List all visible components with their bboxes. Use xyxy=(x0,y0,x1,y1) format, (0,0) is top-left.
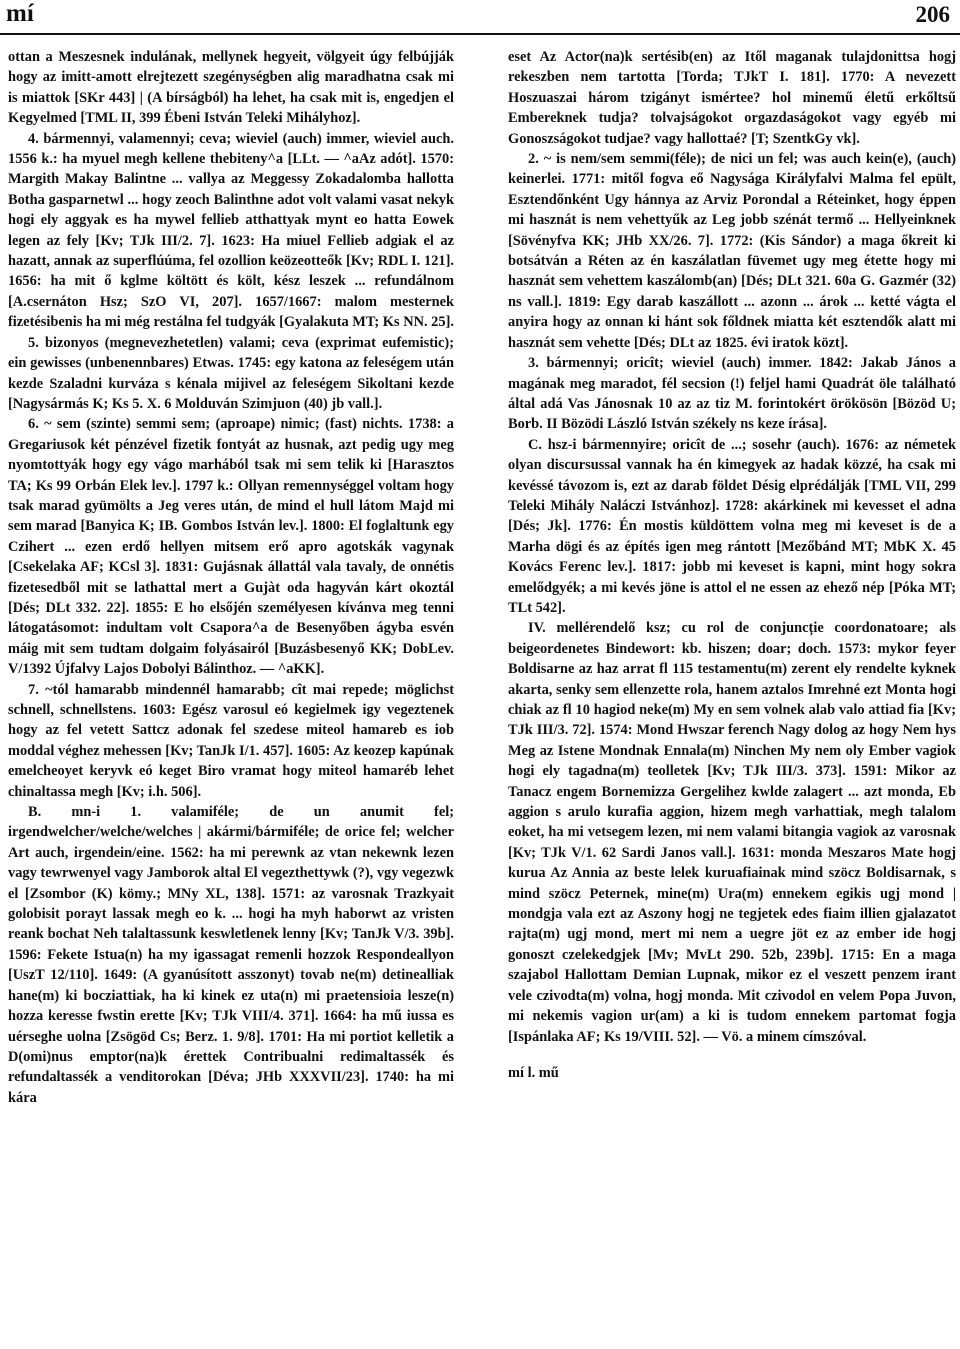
sense-6: 6. ~ sem (szinte) semmi sem; (aproape) nimic; (fast) nichts. 1738: a Gregariusok két pénzével fizetik fontyát az husnak, azt pedig ugy meg nyomtottyák hogy egy vágo marhából tsak mi sem telik ki [Harasztos TA; Ks 99 Orbán Elek lev.]. 1797 k.: Ollyan remennységgel voltam hogy tsak marad gyümölts a Jeg veres után, de mind el hull látom Majd mi sem marad [Banyica K; IB. Gombos István lev.]. 1800: El foglaltunk egy Czihert ... ezen erdő hellyen mitsem erő apro agotskák vagynak [Csekelaka AF; KCsl 3]. 1831: Gujásnak állattál vala tavaly, de onnétis fizetesedből mit se lathattal mert a Gujàt oda hagyván kárt okoztál [Dés; DLt 332. 22]. 1855: E ho elsőjén személyesen kívánva meg tenni látogatásomot: indultam volt Csapora^a de Besenyőben ágyba esvén máig mit sem tudtam dolgaim folyásairól [Buzásbesenyő KK; DobLev. V/1392 Újfalvy Lajos Dobolyi Bálinthoz. — ^aKK]. xyxy=(8,416,454,678)
left-column xyxy=(8,47,454,1108)
sense-7: 7. ~tól hamarabb mindennél hamarabb; cît mai repede; möglichst schnell, schnellstens. 1603: Egész varosul eó kegielmek igy vegeztenek hogy az fel vetett Sattcz adonak fel szedese miteol hamareb es iob moddal véghez mehessen [Kv; TanJk I/1. 457]. 1605: Az keozep kapúnak emelcheoyet keryvk eó keget Biro vramat hogy miteol hamaréb lehet chinaltassa megh [Kv; i.h. 506]. xyxy=(8,681,454,800)
sense-5: 5. bizonyos (megnevezhetetlen) valami; ceva (exprimat eufemistic); ein gewisses (unbenennbares) Etwas. 1745: egy katona az feleségem után kezde Szaladni kurváza s kénala mijivel az feleségem Sikoltani kezde [Nagysármás K; Ks 5. X. 6 Molduván Szimjuon (40) jb vall.]. xyxy=(8,334,454,412)
paragraph: ottan a Meszesnek indulának, mellynek hegyeit, völgyeit úgy felbújják hogy az imitt-amott elrejtezett szegénységben alig maradhatna csak mi is miattok [SKr 443] | (A bírságból) ha lehet, ha csak mit is, engedjen el Kegyelmed [TML II, 399 Ébeni István Teleki Mihályhoz]. xyxy=(8,49,454,127)
running-headword: mí xyxy=(6,0,34,27)
sense-3: 3. bármennyi; oricît; wieviel (auch) immer. 1842: Jakab János a magának meg maradot, fél secsion (!) feljel hami Quadrát öle található által adá Vas Jánosnak 10 az az tiz M. forintokért örökösön [Bözöd U; Borb. II Bözödi László István székely ns keze írása]. xyxy=(508,355,956,433)
sense-c: C. hsz-i bármennyire; oricît de ...; sosehr (auch). 1676: az németek olyan discursussal vannak ha én kimegyek az hadak közzé, ha csak mi kevéssé távozom is, ezt az darab földet Désig elprédálják [TML VII, 299 Teleki Mihály Naláczi Istvánhoz]. 1728: akárkinek mi kevesset el adna [Dés; Jk]. 1776: Én mostis küldöttem volna meg mi keveset is de a Marha dögi és az építés igen meg rántott [Mezőbánd MT; MbK X. 45 Kovács Ferenc lev.]. 1817: jobb mi keveset is kapni, mint hogy sokra emelődgyék; a mi kevés jöne is attol el ne essen az ehező nép [Póka MT; TLt 542]. xyxy=(508,436,956,616)
paragraph: eset Az Actor(na)k sertésib(en) az Itől maganak tulajdonittsa hogj rekeszben nem tartotta [Torda; TJkT I. 181]. 1770: A nevezett Hoszuaszai három tzigányt ismértee? hol minemű életű erkőltsű Embereknek tudja? tolvajságokot orgazdaságokot vagy egyéb mi Gonoszságokot tudjae? vagy hallottaé? [T; SzentkGy vk]. xyxy=(508,49,956,147)
page-number: 206 xyxy=(915,2,950,27)
cross-reference: mí l. mű xyxy=(508,1064,559,1081)
sense-2: 2. ~ is nem/sem semmi(féle); de nici un fel; was auch kein(e), (auch) keinerlei. 1771: mitől fogva eő Nagysága Királyfalvi Malma fel epült, Esztendőnként Ugy hánnya az Arviz Porondal a Réteinket, hogy éppen mi hasznát is nem vehettyűk az Leg jobb szénát termő ... Hellyeinknek [Sövényfva KK; JHb XX/26. 7]. 1772: (Kis Sándor) a maga őkreit ki botsátván a Réten az én kaszálatlan füvemet ugy meg étette hogy mi hasznát sem vehettem kaszálomb(an) [Dés; DLt 321. 60a G. Gazmér (32) ns vall.]. 1819: Egy darab kaszállott ... azonn ... árok ... ketté vágta el anyira hogy az onnan ki hánt sok főldnek miatta két esztendők alatt mi hasznát sem vehette [Dés; DLt az 1825. évi iratok közt]. xyxy=(508,151,956,351)
sense-b1: B. mn-i 1. valamiféle; de un anumit fel; irgendwelcher/welche/welches | akármi/bármiféle; de orice fel; welcher Art auch, irgendein/eine. 1562: ha mi perewnk az vtan nekewnk lezen vagy tewrwenyel vagy Jamborok altal El vegezthettywk (?), vgy vegezwk el [Zsombor (K) kömy.; MNy XL, 138]. 1571: az varosnak Trazkyait golobisit porayt lassak megh eo k. ... hogi ha myh haborwt az vristen reank bochat Neh talaltassunk keswletlenek lenny [Kv; TanJk V/3. 39b]. 1596: Fekete Istua(n) ha my igassagat remenli hozzok Respondeallyon [UszT 12/110]. 1649: (A gyanúsított asszonyt) tovab ne(m) detinealliak hane(m) ki bocziattiak, ha ki kinek ez uta(n) mi praetensioia lesze(n) hozza keresse fwstin erette [Kv; TJk VIII/4. 371]. 1664: ha mű iussa es uérseghe uolna [Zsögöd Cs; Berz. 1. 9/8]. 1701: Ha mi portiot kelletik a D(omi)nus emptor(na)k érettek Contribualni redimaltassék és refundaltassék a venditorokan [Déva; JHb XXXVII/23]. 1740: ha mi kára xyxy=(8,804,454,1106)
right-column xyxy=(508,47,956,1083)
sense-4: 4. bármennyi, valamennyi; ceva; wieviel (auch) immer, wieviel auch. 1556 k.: ha myuel megh kellene thebiteny^a [LLt. — ^aAz adót]. 1570: Margith Makay Balintne ... vallya az Meggessy Zokadalomba hallotta Botha gasparnetwl ... hogy zeoch Balinthne adot volt valami vasat nekyk hogi ely aggyak es ha mywel fellieb atthattyak mynt eo hatta Eowek legen az fely [Kv; TJk III/2. 7]. 1623: Ha miuel Fellieb adgiak el az hazatt, annak az superflúúma, fel ozollion keözeotteők [Kv; RDL I. 121]. 1656: ha mit ő kglme költött és költ, kész leszek ... refundálnom [A.csernáton Hsz; SzO VI, 207]. 1657/1667: malom mesternek fizetésibenis ha mi még restálna fel tudgyák [Gyalakuta MT; Ks NN. 25]. xyxy=(8,130,454,331)
header-rule xyxy=(0,33,960,35)
page-header xyxy=(0,0,960,34)
sense-iv: IV. mellérendelő ksz; cu rol de conjuncție coordonatoare; als beigeordenetes Bindewort: kb. hiszen; doar; doch. 1573: mykor feyer Boldisarne az haz arrat fl 115 testamentu(m) zerent ely rendelte kyknek akarta, senky sem ellenzette rola, hanem aztalos Imrehné ezt Monta hogi chiak az fl 10 hagiod neke(m) My en sem volnek alab valo attiad fia [Kv; TJk III/3. 72]. 1574: Mond Hwszar ferench Nagy dolog az hogy Nem hys Meg az Istene Mondnak Ennala(m) Ninchen My nem oly Ember vagiok hogi ely tagadna(m) teolletek [Kv; TJk III/3. 373]. 1591: Mikor az Tanacz engem Bornemizza Gergelihez kwlde zalagert ... azt monda, Eb aggion s arulo kurafia aggion, hizem megh varhattiak, megh talalom eoket, ha mi vetsegem lezen, mi nem valami bitangia vagiok az varosnak [Kv; TJk V/1. 62 Sardi Janos vall.]. 1631: monda Meszaros Mate hogj kurua Az Annia az beste lelek kuruafiainak mind szöcz Boldisarnak, s mind szöcz Peternek, mine(m) Ura(m) ennekem egikis ugj mond | mondgja vala ezt az Aszony hogj ne tegjetek edes fiaim illien gjalazatot rajta(m) ugj mond, mert mi nem a uegre jöt ez az ember ide hogj gonoszt czelekedgjek [Mv; MvLt 290. 52b, 239b]. 1715: En a maga szajabol Hallottam Demian Lupnak, mikor ez el veszett penzem irant vele czivodta(m) volna, hogj monda. Mit czivodol en velem Popa Juvon, mi nekemis vagion ur(am) a ki is tudom ennekem partomat fogja [Ispánlaka AF; Ks 19/VIII. 52]. — Vö. a minem címszóval. xyxy=(508,620,956,1045)
